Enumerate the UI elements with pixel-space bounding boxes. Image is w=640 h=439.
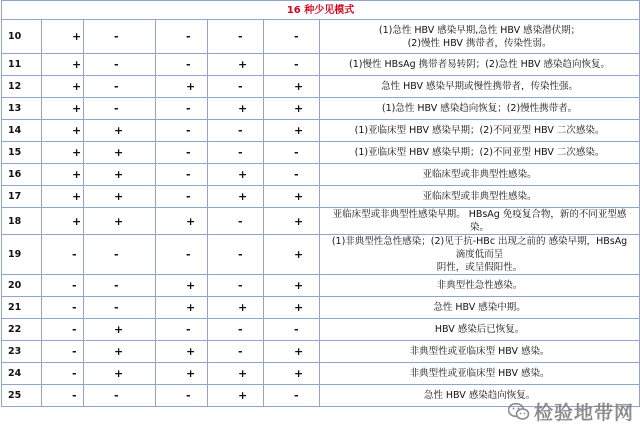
positive-marker: + [114,214,124,228]
row-number-text: 18 [8,215,22,227]
marker-cell [264,208,320,235]
positive-marker: + [114,345,124,358]
negative-marker: - [114,389,119,402]
row-number [2,208,42,235]
positive-marker: + [72,168,82,181]
row-number-text: 25 [8,390,22,401]
negative-marker: - [238,214,243,228]
negative-marker: - [238,279,243,292]
table-title: 16 种少见模式 [2,1,640,20]
positive-marker: + [238,301,248,314]
marker-cell [42,76,84,98]
table-row [2,363,640,385]
negative-marker: - [114,248,119,261]
positive-marker: + [238,367,248,380]
row-number [2,385,42,407]
interpretation-line: 亚临床型或非典型性感染。 [422,191,537,202]
positive-marker: + [294,214,304,228]
negative-marker: - [72,248,77,261]
marker-cell [208,275,264,297]
marker-cell [264,20,320,54]
interpretation-line: (1)急性 HBV 感染趋向恢复；(2)慢性携带者。 [381,103,578,114]
marker-cell [156,341,208,363]
negative-marker: - [72,389,77,402]
negative-marker: - [114,30,119,43]
interpretation-line: HBV 感染后已恢复。 [434,324,525,335]
marker-cell [156,164,208,186]
negative-marker: - [72,279,77,292]
marker-cell [208,142,264,164]
positive-marker: + [72,30,82,43]
negative-marker: - [72,323,77,336]
positive-marker: + [238,58,248,71]
marker-cell [156,98,208,120]
positive-marker: + [294,102,304,115]
row-number [2,235,42,275]
negative-marker: - [294,323,299,336]
marker-cell [264,98,320,120]
negative-marker: - [294,168,299,181]
marker-cell [264,385,320,407]
watermark-text: 检验地带网 [533,402,634,424]
positive-marker: + [186,279,196,292]
positive-marker: + [238,102,248,115]
interpretation-line: 阴性，或呈假阳性。 [436,262,523,273]
table-row [2,142,640,164]
negative-marker: - [294,389,299,402]
clinical-interpretation [320,54,640,76]
clinical-interpretation [320,297,640,319]
negative-marker: - [186,58,191,71]
marker-cell [264,142,320,164]
marker-cell [208,235,264,275]
positive-marker: + [114,190,124,203]
interpretation-line: (1)非典型性急性感染；(2)见于抗-HBc 出现之前的 感染早期，HBsAg 滴度低而呈 [331,236,628,260]
positive-marker: + [186,367,196,380]
table-title-row [2,1,640,20]
marker-cell [264,54,320,76]
positive-marker: + [114,146,124,159]
positive-marker: + [186,301,196,314]
row-number-text: 21 [8,302,22,313]
negative-marker: - [114,279,119,292]
row-number [2,20,42,54]
positive-marker: + [114,168,124,181]
clinical-interpretation [320,164,640,186]
row-number [2,341,42,363]
positive-marker: + [114,124,124,137]
marker-cell [84,164,156,186]
marker-cell [42,20,84,54]
positive-marker: + [186,80,196,93]
table-row [2,208,640,235]
negative-marker: - [186,102,191,115]
negative-marker: - [186,248,191,261]
clinical-interpretation [320,20,640,54]
marker-cell [42,275,84,297]
marker-cell [42,363,84,385]
marker-cell [208,20,264,54]
hbv-pattern-table [1,0,640,407]
table-row [2,120,640,142]
marker-cell [84,235,156,275]
marker-cell [84,54,156,76]
marker-cell [208,363,264,385]
marker-cell [42,54,84,76]
row-number-text: 11 [8,59,22,70]
negative-marker: - [186,389,191,402]
clinical-interpretation [320,235,640,275]
marker-cell [156,275,208,297]
marker-cell [84,20,156,54]
marker-cell [84,297,156,319]
marker-cell [156,120,208,142]
marker-cell [264,297,320,319]
clinical-interpretation [320,319,640,341]
marker-cell [156,186,208,208]
marker-cell [264,341,320,363]
interpretation-line: (1)急性 HBV 感染早期,急性 HBV 感染潜伏期； [378,24,581,36]
marker-cell [156,76,208,98]
row-number [2,54,42,76]
negative-marker: - [114,58,119,71]
watermark [508,398,634,425]
table-row [2,98,640,120]
negative-marker: - [294,146,299,159]
clinical-interpretation [320,186,640,208]
negative-marker: - [186,124,191,137]
negative-marker: - [72,345,77,358]
marker-cell [156,142,208,164]
interpretation-line: 非典型性急性感染。 [436,280,523,291]
row-number-text: 10 [8,31,22,42]
table-row [2,186,640,208]
positive-marker: + [72,80,82,93]
interpretation-line: 亚临床型或非典型性感染。 [422,169,537,180]
positive-marker: + [238,168,248,181]
marker-cell [208,98,264,120]
negative-marker: - [238,323,243,336]
marker-cell [156,54,208,76]
marker-cell [42,98,84,120]
marker-cell [84,76,156,98]
negative-marker: - [238,80,243,93]
positive-marker: + [72,124,82,137]
positive-marker: + [114,367,124,380]
marker-cell [42,341,84,363]
marker-cell [208,164,264,186]
interpretation-line: 急性 HBV 感染中期。 [433,302,526,313]
marker-cell [208,186,264,208]
marker-cell [84,363,156,385]
marker-cell [84,385,156,407]
marker-cell [42,208,84,235]
marker-cell [156,20,208,54]
table-row [2,76,640,98]
table-row [2,275,640,297]
interpretation-line: 亚临床型或非典型性感染早期。 HBsAg 免疫复合物，新的不同亚型感染。 [332,209,627,233]
marker-cell [208,120,264,142]
marker-cell [264,275,320,297]
negative-marker: - [186,146,191,159]
marker-cell [42,164,84,186]
interpretation-line: 急性 HBV 感染早期或慢性携带者，传染性强。 [381,81,578,92]
negative-marker: - [72,301,77,314]
positive-marker: + [114,323,124,336]
marker-cell [264,235,320,275]
marker-cell [264,76,320,98]
marker-cell [42,385,84,407]
positive-marker: + [294,345,304,358]
marker-cell [208,76,264,98]
wechat-icon [508,402,530,422]
positive-marker: + [294,248,304,261]
row-number [2,297,42,319]
row-number [2,164,42,186]
row-number [2,363,42,385]
negative-marker: - [114,80,119,93]
row-number [2,142,42,164]
row-number-text: 13 [8,103,22,114]
marker-cell [208,319,264,341]
row-number [2,120,42,142]
clinical-interpretation [320,120,640,142]
marker-cell [208,54,264,76]
marker-cell [208,385,264,407]
positive-marker: + [186,214,196,228]
negative-marker: - [186,30,191,43]
marker-cell [208,297,264,319]
interpretation-line: (2)慢性 HBV 携带者，传染性弱。 [407,37,552,49]
clinical-interpretation [320,76,640,98]
interpretation-line: (1)慢性 HBsAg 携带者易转阴；(2)急性 HBV 感染趋向恢复。 [349,59,611,70]
marker-cell [84,142,156,164]
marker-cell [208,341,264,363]
marker-cell [264,319,320,341]
negative-marker: - [238,146,243,159]
row-number [2,319,42,341]
positive-marker: + [72,214,82,228]
positive-marker: + [294,80,304,93]
negative-marker: - [238,248,243,261]
negative-marker: - [72,367,77,380]
marker-cell [264,363,320,385]
row-number [2,98,42,120]
negative-marker: - [238,124,243,137]
marker-cell [84,341,156,363]
interpretation-line: 急性 HBV 感染趋向恢复。 [423,390,536,401]
negative-marker: - [238,30,243,43]
marker-cell [42,235,84,275]
row-number-text: 19 [8,249,22,260]
positive-marker: + [72,102,82,115]
marker-cell [84,208,156,235]
row-number [2,186,42,208]
positive-marker: + [294,190,304,203]
table-row [2,319,640,341]
row-number-text: 24 [8,368,22,379]
marker-cell [84,120,156,142]
positive-marker: + [294,124,304,137]
positive-marker: + [294,367,304,380]
clinical-interpretation [320,341,640,363]
row-number-text: 14 [8,125,22,136]
positive-marker: + [72,190,82,203]
row-number [2,275,42,297]
table-row [2,235,640,275]
row-number-text: 17 [8,191,22,202]
negative-marker: - [238,345,243,358]
clinical-interpretation [320,142,640,164]
clinical-interpretation [320,98,640,120]
marker-cell [156,385,208,407]
marker-cell [156,235,208,275]
interpretation-line: 非典型性或亚临床型 HBV 感染。 [409,346,550,357]
marker-cell [264,186,320,208]
clinical-interpretation [320,363,640,385]
positive-marker: + [294,279,304,292]
row-number-text: 12 [8,81,22,92]
row-number-text: 16 [8,169,22,180]
marker-cell [156,208,208,235]
table-row [2,164,640,186]
interpretation-line: (1)亚临床型 HBV 感染早期；(2)不同亚型 HBV 二次感染。 [354,125,605,136]
positive-marker: + [238,190,248,203]
marker-cell [156,319,208,341]
marker-cell [264,120,320,142]
marker-cell [84,275,156,297]
interpretation-line: 非典型性或亚临床型 HBV 感染。 [409,368,550,379]
marker-cell [84,186,156,208]
table-row [2,54,640,76]
clinical-interpretation [320,275,640,297]
table-row [2,297,640,319]
positive-marker: + [238,389,248,402]
row-number-text: 15 [8,147,22,158]
positive-marker: + [186,345,196,358]
row-number [2,76,42,98]
negative-marker: - [186,168,191,181]
negative-marker: - [114,301,119,314]
positive-marker: + [294,301,304,314]
positive-marker: + [72,58,82,71]
row-number-text: 20 [8,280,22,291]
marker-cell [156,363,208,385]
row-number-text: 22 [8,324,22,335]
marker-cell [84,98,156,120]
table-row [2,20,640,54]
marker-cell [42,142,84,164]
marker-cell [156,297,208,319]
negative-marker: - [114,102,119,115]
marker-cell [84,319,156,341]
row-number-text: 23 [8,346,22,357]
marker-cell [42,186,84,208]
table-row [2,341,640,363]
negative-marker: - [294,58,299,71]
marker-cell [42,319,84,341]
marker-cell [42,120,84,142]
positive-marker: + [72,146,82,159]
negative-marker: - [186,323,191,336]
negative-marker: - [186,190,191,203]
clinical-interpretation [320,208,640,235]
marker-cell [264,164,320,186]
marker-cell [208,208,264,235]
marker-cell [42,297,84,319]
interpretation-line: (1)亚临床型 HBV 感染早期；(2)不同亚型 HBV 二次感染。 [354,147,605,158]
negative-marker: - [294,30,299,43]
